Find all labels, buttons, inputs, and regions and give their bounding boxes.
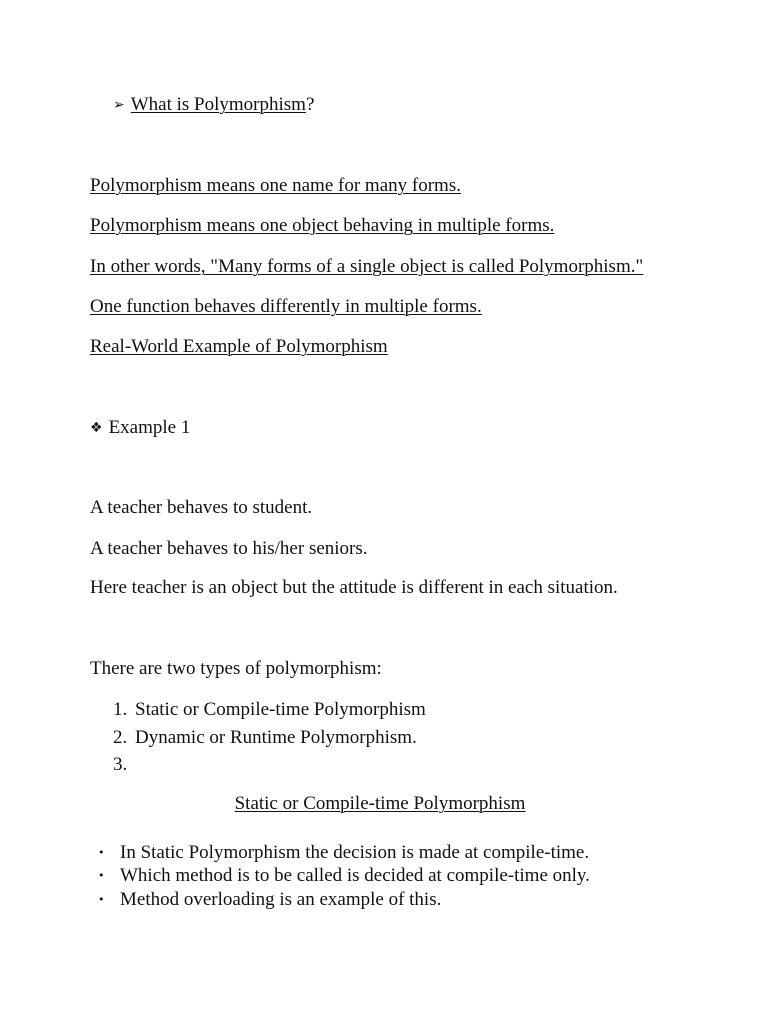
diamond-star-icon: ❖ xyxy=(90,420,103,436)
heading-suffix: ? xyxy=(305,94,315,115)
heading-title: What is Polymorphism xyxy=(130,94,306,115)
list-number: 3. xyxy=(113,754,128,775)
arrowhead-bullet-icon: ➢ xyxy=(113,97,125,113)
list-item xyxy=(113,699,426,721)
example-line: A teacher behaves to student. xyxy=(90,497,313,518)
bullet-icon: • xyxy=(98,846,105,859)
bullet-icon: • xyxy=(98,893,105,906)
list-text: Dynamic or Runtime Polymorphism. xyxy=(135,727,417,748)
example-heading xyxy=(90,417,190,440)
static-section-title: Static or Compile-time Polymorphism xyxy=(234,793,526,814)
definition-line: Polymorphism means one object behaving in multiple forms. xyxy=(90,215,555,236)
list-item xyxy=(113,754,135,776)
example-title: Example 1 xyxy=(108,417,191,438)
list-text: Static or Compile-time Polymorphism xyxy=(135,699,426,720)
bullet-item xyxy=(90,865,590,889)
definition-line: In other words, "Many forms of a single object is called Polymorphism." xyxy=(90,256,644,277)
definition-line: Real-World Example of Polymorphism xyxy=(90,336,388,357)
bullet-item xyxy=(90,889,441,913)
bullet-text: In Static Polymorphism the decision is made at compile-time. xyxy=(120,842,590,863)
list-item xyxy=(113,727,417,749)
list-number: 1. xyxy=(113,699,128,720)
definition-line: Polymorphism means one name for many forms. xyxy=(90,175,461,196)
example-line: A teacher behaves to his/her seniors. xyxy=(90,538,368,559)
bullet-text: Which method is to be called is decided at compile-time only. xyxy=(120,865,590,886)
list-number: 2. xyxy=(113,727,128,748)
bullet-item xyxy=(90,842,589,866)
example-line: Here teacher is an object but the attitude is different in each situation. xyxy=(90,577,618,598)
bullet-icon: • xyxy=(98,869,105,882)
types-intro: There are two types of polymorphism: xyxy=(90,658,382,679)
bullet-text: Method overloading is an example of this. xyxy=(120,889,442,910)
definition-line: One function behaves differently in multiple forms. xyxy=(90,296,482,317)
section-heading xyxy=(113,94,314,117)
